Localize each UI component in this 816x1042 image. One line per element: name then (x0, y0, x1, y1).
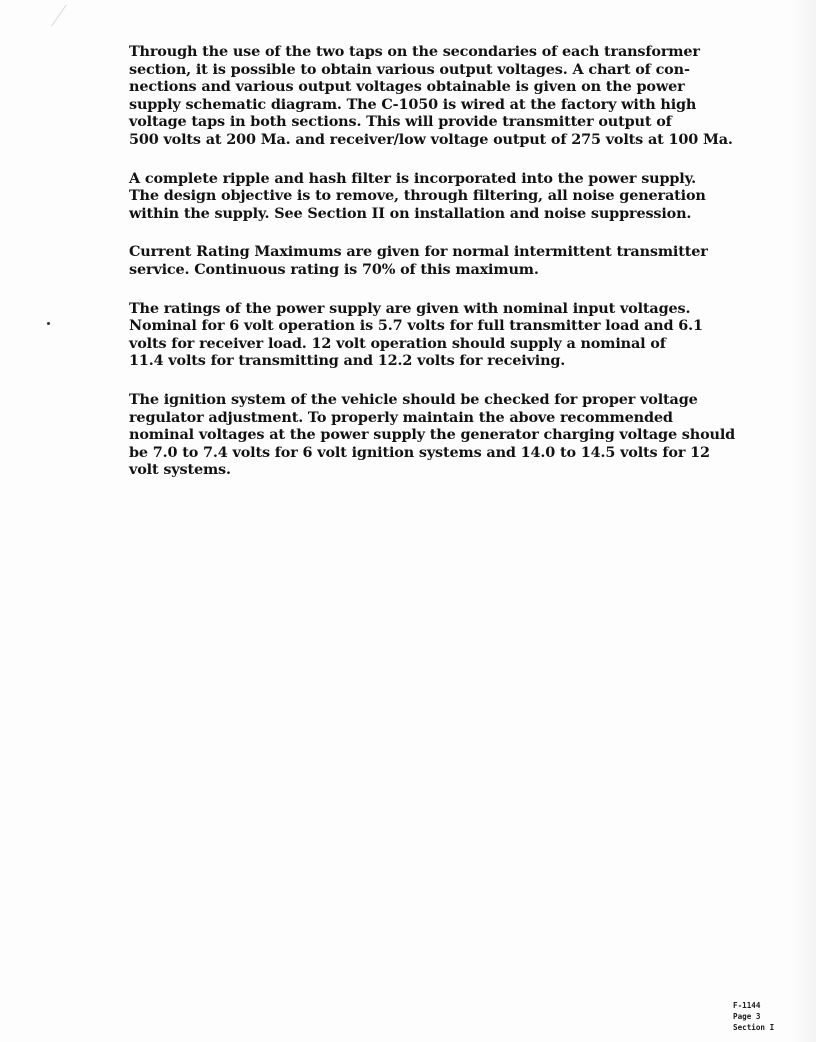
text-line: volt systems. (129, 461, 231, 479)
paragraph-ripple-filter (129, 170, 759, 223)
paragraph-current-rating (129, 243, 759, 278)
text-line: 11.4 volts for transmitting and 12.2 volts for receiving. (129, 352, 566, 370)
document-number: F-1144 (733, 1001, 761, 1010)
page-edge-shadow (790, 0, 816, 1042)
text-line: be 7.0 to 7.4 volts for 6 volt ignition systems and 14.0 to 14.5 volts for 12 (129, 443, 710, 461)
corner-pencil-mark (51, 5, 88, 42)
text-line: Nominal for 6 volt operation is 5.7 volts for full transmitter load and 6.1 (129, 317, 703, 335)
text-line: section, it is possible to obtain various output voltages. A chart of con- (129, 60, 690, 78)
text-line: supply schematic diagram. The C-1050 is wired at the factory with high (129, 95, 697, 113)
text-line: Current Rating Maximums are given for normal intermittent transmitter (129, 243, 708, 261)
section-label: Section I (733, 1023, 775, 1032)
paragraph-ignition-system (129, 391, 759, 479)
text-line: service. Continuous rating is 70% of this maximum. (129, 260, 539, 278)
text-line: The ratings of the power supply are given with nominal input voltages. (129, 299, 691, 317)
page-number: Page 3 (733, 1012, 761, 1021)
paragraph-transformer-taps (129, 43, 759, 149)
paragraph-nominal-voltages (129, 300, 759, 370)
text-line: Through the use of the two taps on the secondaries of each transformer (129, 43, 700, 60)
text-line: nominal voltages at the power supply the generator charging voltage should (129, 426, 736, 444)
text-line: volts for receiver load. 12 volt operation should supply a nominal of (129, 334, 666, 352)
text-line: regulator adjustment. To properly maintain the above recommended (129, 408, 673, 426)
text-line: voltage taps in both sections. This will provide transmitter output of (129, 113, 672, 131)
page-footer (733, 1000, 774, 1033)
text-line: The design objective is to remove, through filtering, all noise generation (129, 187, 706, 205)
text-line: within the supply. See Section II on installation and noise suppression. (129, 204, 692, 222)
text-line: nections and various output voltages obtainable is given on the power (129, 78, 685, 96)
stray-ink-dot (47, 322, 50, 325)
text-line: The ignition system of the vehicle should be checked for proper voltage (129, 390, 698, 408)
text-line: A complete ripple and hash filter is incorporated into the power supply. (129, 169, 697, 187)
body-text (129, 43, 759, 500)
text-line: 500 volts at 200 Ma. and receiver/low voltage output of 275 volts at 100 Ma. (129, 130, 733, 148)
